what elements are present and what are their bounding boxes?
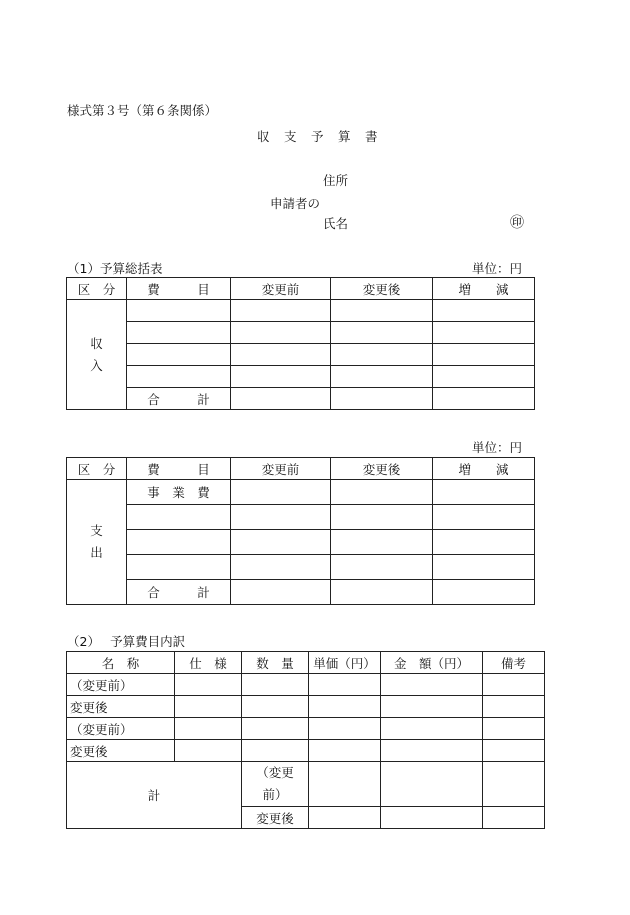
cell [231, 388, 331, 410]
seal-mark: ㊞ [510, 215, 524, 231]
budget-breakdown-table [66, 651, 545, 829]
cell [127, 322, 231, 344]
document-title: 収 支 予 算 書 [257, 129, 379, 144]
applicant-label: 申請者の [270, 196, 321, 211]
cell [433, 322, 535, 344]
cell [433, 344, 535, 366]
header-category: 区 分 [67, 458, 127, 480]
cell [381, 807, 483, 829]
cell [433, 555, 535, 580]
cell [331, 300, 433, 322]
header-unit-price: 単価（円） [309, 652, 381, 674]
cell [433, 480, 535, 505]
cell [433, 300, 535, 322]
row-label: 変更後 [67, 740, 175, 762]
cell [381, 740, 483, 762]
cell [331, 530, 433, 555]
cell [483, 674, 545, 696]
category-expense-top: 支 [90, 523, 103, 538]
cell [309, 807, 381, 829]
cell [331, 322, 433, 344]
cell [175, 740, 242, 762]
header-after: 変更後 [331, 458, 433, 480]
cell [483, 718, 545, 740]
header-notes: 備考 [483, 652, 545, 674]
cell [331, 344, 433, 366]
cell [433, 366, 535, 388]
section1b-unit: 単位：円 [472, 440, 523, 455]
header-quantity: 数 量 [242, 652, 309, 674]
cell [309, 696, 381, 718]
header-category: 区 分 [67, 278, 127, 300]
cell [433, 505, 535, 530]
cell [309, 718, 381, 740]
header-spec: 仕 様 [175, 652, 242, 674]
cell [231, 322, 331, 344]
row-label: 変更後 [67, 696, 175, 718]
cell [127, 366, 231, 388]
cell [175, 674, 242, 696]
cell [231, 300, 331, 322]
section1-unit: 単位：円 [472, 261, 523, 276]
header-amount: 金 額（円） [381, 652, 483, 674]
budget-summary-expense-table [66, 457, 535, 605]
expense-total-label: 合 計 [127, 580, 231, 605]
cell [231, 555, 331, 580]
income-total-label: 合 計 [127, 388, 231, 410]
cell [331, 480, 433, 505]
cell [242, 674, 309, 696]
cell [433, 530, 535, 555]
cell [231, 366, 331, 388]
cell [175, 696, 242, 718]
header-diff: 増 減 [433, 278, 535, 300]
cell [381, 762, 483, 807]
cell [309, 674, 381, 696]
cell [309, 740, 381, 762]
cell [127, 555, 231, 580]
cell [175, 718, 242, 740]
cell [127, 300, 231, 322]
section1-heading: （1）予算総括表 [67, 261, 163, 276]
cell [242, 740, 309, 762]
total-before-cell [242, 762, 309, 807]
cell [242, 718, 309, 740]
header-before: 変更前 [231, 278, 331, 300]
category-income [67, 300, 127, 410]
total-before-line2: 前） [262, 787, 288, 802]
cell [127, 344, 231, 366]
cell [309, 762, 381, 807]
form-number: 様式第３号（第６条関係） [67, 103, 218, 118]
cell [483, 696, 545, 718]
cell [231, 344, 331, 366]
cell [331, 366, 433, 388]
cell [331, 388, 433, 410]
cell [483, 762, 545, 807]
cell [331, 580, 433, 605]
cell [231, 530, 331, 555]
total-before-line1: （変更 [256, 765, 294, 780]
cell [433, 580, 535, 605]
breakdown-total-label: 計 [67, 762, 242, 829]
header-item: 費 目 [127, 278, 231, 300]
header-item: 費 目 [127, 458, 231, 480]
cell [381, 696, 483, 718]
address-label: 住所 [323, 173, 349, 188]
cell [231, 580, 331, 605]
category-income-top: 収 [90, 335, 103, 351]
cell [331, 505, 433, 530]
header-before: 変更前 [231, 458, 331, 480]
cell [231, 480, 331, 505]
total-after-label: 変更後 [242, 807, 309, 829]
budget-summary-income-table [66, 277, 535, 410]
category-expense-bottom: 出 [90, 545, 103, 560]
cell [127, 505, 231, 530]
name-label: 氏名 [323, 216, 349, 231]
business-expense-label: 事 業 費 [127, 480, 231, 505]
cell [331, 555, 433, 580]
cell [381, 718, 483, 740]
category-expense [67, 480, 127, 605]
category-income-bottom: 入 [90, 357, 103, 373]
header-diff: 増 減 [433, 458, 535, 480]
cell [483, 807, 545, 829]
cell [483, 740, 545, 762]
cell [242, 696, 309, 718]
cell [231, 505, 331, 530]
cell [127, 530, 231, 555]
header-name: 名 称 [67, 652, 175, 674]
row-label: （変更前） [67, 674, 175, 696]
header-after: 変更後 [331, 278, 433, 300]
cell [433, 388, 535, 410]
section2-heading: （2） 予算費目内訳 [67, 634, 186, 649]
row-label: （変更前） [67, 718, 175, 740]
cell [381, 674, 483, 696]
